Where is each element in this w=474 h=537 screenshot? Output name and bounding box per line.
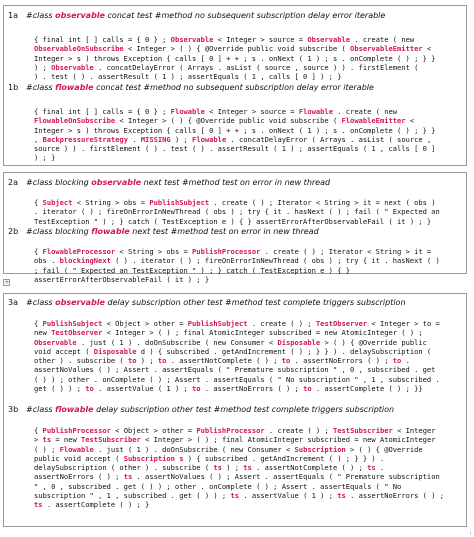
code-text: . assertNotComplete ( ) ; <box>251 463 368 473</box>
code-text: { <box>34 198 43 207</box>
code-text: < Integer <box>392 426 436 435</box>
code-text: . assertComplete ( ) ; } <box>42 500 150 510</box>
highlighted-token: Subject <box>42 198 73 207</box>
code-line <box>34 328 468 337</box>
section-number: 3b <box>8 405 19 414</box>
code-line <box>34 356 468 365</box>
section-heading <box>8 177 470 188</box>
highlighted-token: Flowable <box>298 107 333 116</box>
code-text: { final int [ ] calls = { 0 } ; <box>34 35 171 44</box>
highlighted-token: flowable <box>55 405 94 414</box>
highlighted-token: ts <box>230 491 240 501</box>
highlighted-token: FlowableProcessor <box>42 247 116 256</box>
code-text: = new <box>51 435 81 445</box>
code-text: < Object > other = <box>110 426 197 435</box>
highlighted-token: Observable <box>51 62 94 72</box>
code-text: delay subscription other test #method test complete triggers subscription <box>104 298 406 307</box>
highlighted-token: observable <box>55 11 105 20</box>
highlighted-token: Observable <box>34 337 77 347</box>
code-text: . concatDelayError ( Arrays . asList ( source , source ) ) . firstElement ( <box>93 62 419 72</box>
code-line <box>34 35 468 44</box>
code-line <box>34 54 468 63</box>
highlighted-token: ObservableEmitter <box>350 44 423 54</box>
code-block <box>34 426 468 510</box>
code-text: ) { subscribed . getAndIncrement ( ) ; } } ) . <box>183 453 385 463</box>
highlighted-token: to <box>192 384 201 394</box>
highlighted-token: to <box>281 356 291 366</box>
code-line <box>34 445 468 454</box>
code-text: < Object > other = <box>102 319 188 328</box>
code-line <box>34 482 468 491</box>
highlighted-token: to <box>85 384 94 394</box>
code-line <box>34 435 468 444</box>
code-line <box>34 463 468 472</box>
code-text: . <box>127 134 141 144</box>
code-text: public void accept ( <box>34 453 124 463</box>
code-text: . assertNoValues ( ) ; Assert . assertEquals ( " Premature subscription <box>132 472 440 482</box>
highlighted-token: ts <box>367 463 376 473</box>
highlighted-token: to <box>392 356 402 366</box>
highlighted-token: Observable <box>170 35 214 44</box>
code-text: #class <box>26 405 56 414</box>
code-text: > <box>34 435 43 445</box>
section-1a <box>8 10 470 82</box>
highlighted-token: observable <box>55 298 105 307</box>
code-block <box>34 198 468 226</box>
code-text: . assertNoErrors ( ) ; <box>200 384 304 394</box>
highlighted-token: ts <box>42 435 52 445</box>
highlighted-token: flowable <box>55 83 94 92</box>
section-heading <box>8 82 470 93</box>
code-text: < Integer > ( ) ; final AtomicInteger subscribed = new AtomicInteger <box>140 435 436 445</box>
highlighted-token: ts <box>123 472 133 482</box>
highlighted-token: Flowable <box>192 134 227 144</box>
highlighted-token: Disposable <box>277 337 321 347</box>
code-text: { final int [ ] calls = { 0 } ; <box>34 107 171 116</box>
code-line <box>34 207 468 216</box>
code-line <box>34 384 468 393</box>
code-text: #class blocking <box>26 227 92 236</box>
highlighted-token: PublishProcessor <box>42 426 111 435</box>
code-text: delay subscription other test #method test complete triggers subscription <box>93 405 395 414</box>
section-1b <box>8 82 470 163</box>
code-text: > ( ) { @Override <box>345 444 423 454</box>
code-line <box>34 365 468 374</box>
code-text: assertNoErrors ( ) ; <box>34 472 124 482</box>
code-text: concat test #method no subsequent subscription delay error iterable <box>93 83 374 92</box>
highlighted-token: Disposable <box>93 346 137 356</box>
code-text: delaySubscription ( other ) . subscribe ( <box>34 463 214 473</box>
code-text: assertNoValues ( ) ; Assert . assertEquals ( " Premature subscription " , 0 , subscribed . get <box>34 365 436 375</box>
code-text: ) ; } <box>34 153 56 163</box>
code-line <box>34 454 468 463</box>
code-text: , <box>34 134 43 144</box>
code-text: . <box>401 356 410 366</box>
highlighted-token: flowable <box>91 227 130 236</box>
code-text: " , 0 , subscribed . get ( ) ) ; other . onComplete ( ) ; Assert . assertEquals ( " No <box>34 481 402 491</box>
code-line <box>34 116 468 125</box>
highlighted-token: Subscription s <box>123 453 184 463</box>
code-line <box>34 198 468 207</box>
code-text: get ( ) ) ; <box>34 384 86 394</box>
code-text: subscription " , 1 , subscribed . get ( ) ) ; <box>34 491 231 501</box>
highlighted-token: ts <box>213 463 222 473</box>
highlighted-token: ObservableOnSubscribe <box>34 44 124 54</box>
code-text: concat test #method no subsequent subscription delay error iterable <box>104 11 386 20</box>
code-line <box>34 472 468 481</box>
code-text: > ( ) { @Override public <box>320 337 427 347</box>
section-3a <box>8 297 470 394</box>
code-text: . just ( 1 ) . doOnSubscribe ( new Consumer < <box>76 337 278 347</box>
section-heading <box>8 404 470 415</box>
code-text: < Integer > ( ) ; final AtomicInteger subscribed = new AtomicInteger ( ) ; <box>102 328 423 338</box>
code-line <box>34 500 468 509</box>
highlighted-token: Subscription <box>294 444 346 454</box>
section-number: 1a <box>8 11 18 20</box>
code-block <box>34 247 468 284</box>
section-number: 1b <box>8 83 19 92</box>
code-line <box>34 426 468 435</box>
code-text: < String > obs = <box>115 247 193 256</box>
code-text: . just ( 1 ) . doOnSubscribe ( new Consumer < <box>93 444 295 454</box>
highlighted-token: TestObserver <box>51 328 103 338</box>
highlighted-token: to <box>303 384 312 394</box>
highlighted-token: Flowable <box>59 444 94 454</box>
code-text: < Integer > to = <box>367 319 440 328</box>
code-line <box>34 275 468 284</box>
section-number: 3a <box>8 298 18 307</box>
section-2a <box>8 177 470 226</box>
code-text: . create ( new <box>332 107 398 116</box>
code-text: < Integer > ( ) { @Override public void subscribe ( <box>123 44 351 54</box>
code-text: ( ) ; <box>34 444 60 454</box>
highlighted-token: to <box>127 356 137 366</box>
highlighted-token: Observable <box>307 35 351 44</box>
highlighted-token: blockingNext <box>59 256 111 266</box>
highlighted-token: PublishProcessor <box>196 426 265 435</box>
code-text: ) ; <box>170 134 193 144</box>
code-text: . assertComplete ( ) ; }} <box>311 384 423 394</box>
highlighted-token: Flowable <box>170 107 205 116</box>
code-text: ) ; <box>221 463 244 473</box>
code-text: Integer > s ) throws Exception { calls [ 0 ] + + ; s . onNext ( 1 ) ; s . onComplete ( ) ; } } <box>34 125 436 135</box>
highlighted-token: TestSubscriber <box>81 435 141 445</box>
highlighted-token: TestSubscriber <box>333 426 393 435</box>
code-text: . create ( ) ; Iterator < String > it = <box>260 247 432 256</box>
section-3b <box>8 404 470 510</box>
code-text: TestException " ) ; } catch ( TestException e ) { } assertErrorAfterObservableFail ( it ) ; } <box>34 216 432 226</box>
code-text: ) ; <box>34 62 52 72</box>
code-text: void accept ( <box>34 346 94 356</box>
code-line <box>34 266 468 275</box>
code-block <box>34 35 468 81</box>
code-line <box>34 72 468 81</box>
highlighted-token: to <box>157 356 167 366</box>
code-text: < <box>422 44 432 54</box>
code-text: #class <box>26 298 56 307</box>
code-text: . create ( ) ; <box>264 426 333 435</box>
code-text: . create ( ) ; Iterator < String > it = next ( obs ) <box>209 198 436 207</box>
section-heading <box>8 226 470 237</box>
highlighted-token: MISSING <box>140 134 171 144</box>
code-text: { <box>34 247 43 256</box>
highlighted-token: PublishSubject <box>149 198 210 207</box>
resize-handle-icon[interactable] <box>467 531 471 535</box>
section-heading <box>8 10 470 21</box>
code-text: . concatDelayError ( Arrays . asList ( source , <box>226 134 432 144</box>
code-text: ( ) ) ; other . onComplete ( ) ; Assert . assertEquals ( " No subscription " , 1 , subscribed . <box>34 374 440 384</box>
code-text: assertErrorAfterObservableFail ( it ) ; } <box>34 274 210 284</box>
code-text: #class blocking <box>26 178 92 187</box>
highlighted-token: ts <box>243 463 252 473</box>
code-text: ) ; <box>136 356 158 366</box>
code-text: < Integer > source = <box>213 35 308 44</box>
code-text: { <box>34 426 43 435</box>
highlighted-token: TestObserver <box>315 319 368 328</box>
code-text: < <box>405 116 415 126</box>
highlighted-token: ts <box>337 491 346 501</box>
code-line <box>34 144 468 153</box>
code-text: . assertNoErrors ( ) ; <box>290 356 393 366</box>
code-line <box>34 44 468 53</box>
code-text: ) . test ( ) . assertResult ( 1 ) ; assertEquals ( 1 , calls [ 0 ] ) ; } <box>34 72 342 82</box>
code-text: . create ( ) ; <box>247 319 316 328</box>
code-line <box>34 153 468 162</box>
highlighted-token: BackpressureStrategy <box>42 134 128 144</box>
code-text: . create ( new <box>350 35 415 44</box>
section-number: 2a <box>8 178 18 187</box>
code-text: . assertNotComplete ( ) ; <box>166 356 282 366</box>
code-block <box>34 107 468 163</box>
code-line <box>34 375 468 384</box>
code-line <box>34 256 468 265</box>
highlighted-token: FlowableOnSubscribe <box>34 116 116 126</box>
code-block <box>34 319 468 393</box>
code-line <box>34 135 468 144</box>
code-text: ; fail ( " Expected an TestException " ) ; } catch ( TestException e ) { } <box>34 265 351 275</box>
section-number: 2b <box>8 227 19 236</box>
code-line <box>34 319 468 328</box>
code-text: other ) . subscribe ( <box>34 356 128 366</box>
highlighted-token: observable <box>91 178 142 187</box>
code-line <box>34 338 468 347</box>
code-text: source ) ) . firstElement ( ) . test ( ) . assertResult ( 1 ) ; assertEquals ( 1 , calls [ 0 ] <box>34 144 436 154</box>
code-text: { <box>34 319 43 328</box>
code-text: < Integer > source = <box>204 107 299 116</box>
code-line <box>34 347 468 356</box>
code-text: . iterator ( ) ; fireOnErrorInNewThread ( obs ) ; try { it . hasNext ( ) ; fail ( " Expected an <box>34 207 440 217</box>
code-line <box>34 107 468 116</box>
highlighted-token: PublishSubject <box>42 319 103 328</box>
code-text: < Integer > ( ) { @Override public void subscribe ( <box>115 116 342 126</box>
code-text: . <box>375 463 385 473</box>
code-text: . assertValue ( 1 ) ; <box>239 491 338 501</box>
highlighted-token: ts <box>34 500 43 510</box>
code-text: . assertValue ( 1 ) ; <box>93 384 193 394</box>
code-text: ( ) . iterator ( ) ; fireOnErrorInNewThread ( obs ) ; try { it . hasNext ( ) <box>110 256 440 266</box>
code-line <box>34 63 468 72</box>
section-heading <box>8 297 470 308</box>
code-text: obs . <box>34 256 60 266</box>
code-text: #class <box>26 11 56 20</box>
expand-toggle-icon[interactable]: + <box>4 278 10 286</box>
code-line <box>34 247 468 256</box>
code-text: d ) { subscribed . getAndIncrement ( ) ; } } ) . delaySubscription ( <box>136 346 432 356</box>
code-text: #class <box>26 83 56 92</box>
highlighted-token: FlowableEmitter <box>341 116 406 126</box>
code-text: . assertNoErrors ( ) ; <box>345 491 445 501</box>
highlighted-token: PublishProcessor <box>192 247 261 256</box>
section-2b <box>8 226 470 284</box>
code-text: Integer > s ) throws Exception { calls [ 0 ] + + ; s . onNext ( 1 ) ; s . onComplete ( ) ; } } <box>34 53 436 63</box>
code-line <box>34 491 468 500</box>
highlighted-token: PublishSubject <box>187 319 248 328</box>
code-text: < String > obs = <box>72 198 150 207</box>
code-line <box>34 217 468 226</box>
code-text: next test #method test on error in new thread <box>141 178 331 187</box>
code-line <box>34 126 468 135</box>
code-text: next test #method test on error in new thread <box>129 227 319 236</box>
code-text: new <box>34 328 52 338</box>
